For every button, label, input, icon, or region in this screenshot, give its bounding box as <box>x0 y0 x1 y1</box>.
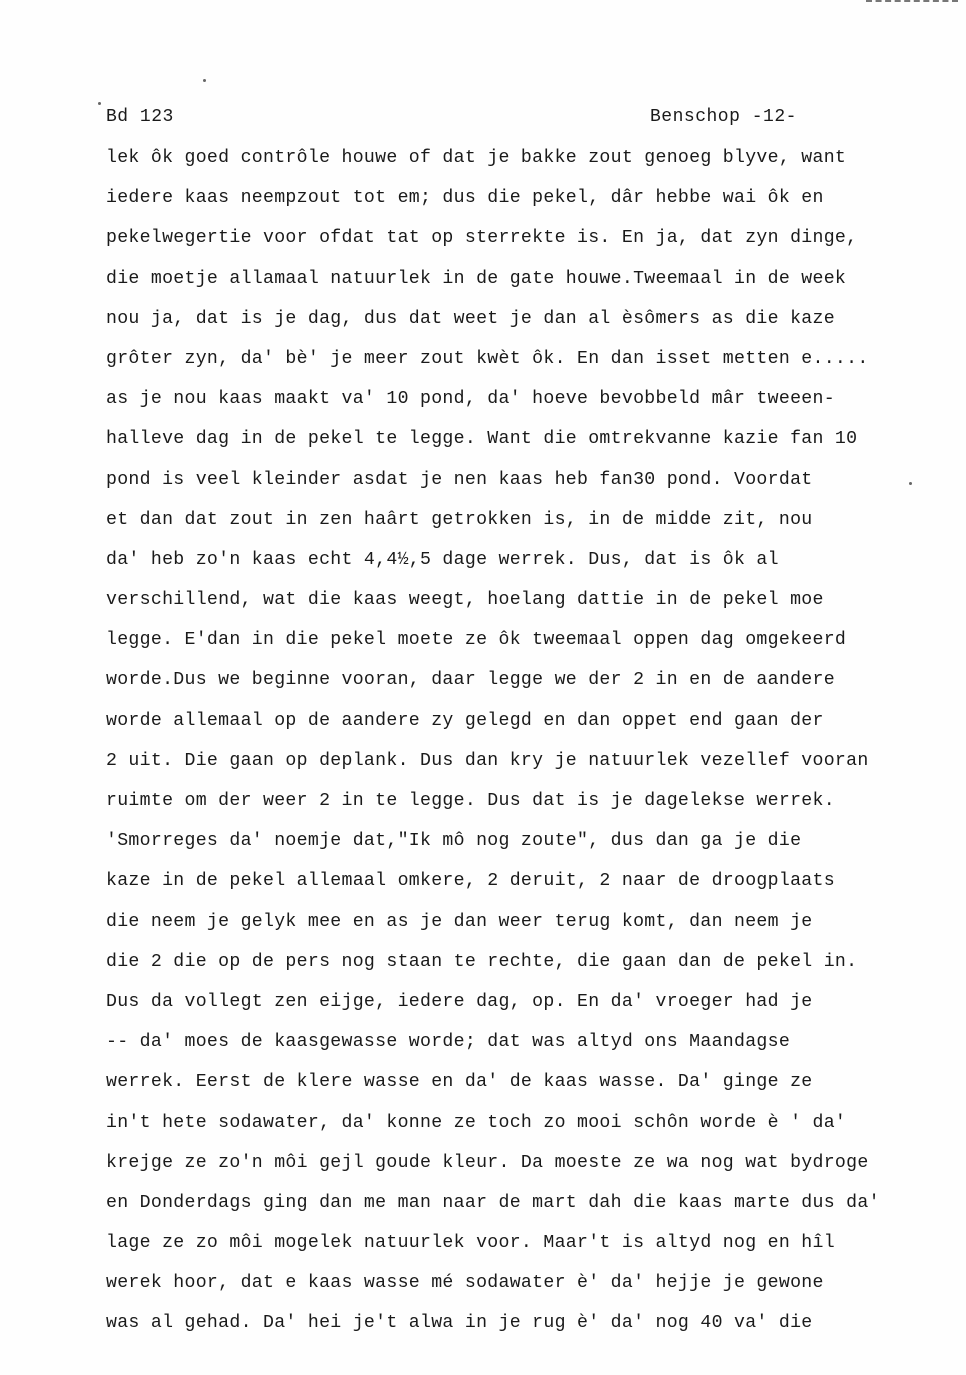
text-line: et dan dat zout in zen haârt getrokken is, in de midde zit, nou <box>106 509 813 530</box>
text-line: iedere kaas neempzout tot em; dus die pekel, dâr hebbe wai ôk en <box>106 188 824 209</box>
text-line: legge. E'dan in die pekel moete ze ôk tweemaal oppen dag omgekeerd <box>106 630 847 651</box>
text-line: in't hete sodawater, da' konne ze toch zo mooi schôn worde è ' da' <box>106 1112 847 1133</box>
text-line: die neem je gelyk mee en as je dan weer terug komt, dan neem je <box>106 911 813 932</box>
text-line: was al gehad. Da' hei je't alwa in je rug è' da' nog 40 va' die <box>106 1313 813 1334</box>
text-line: as je nou kaas maakt va' 10 pond, da' hoeve bevobbeld mâr tweeen- <box>106 389 835 410</box>
text-line: die 2 die op de pers nog staan te rechte, die gaan dan de pekel in. <box>106 951 858 972</box>
text-line: grôter zyn, da' bè' je meer zout kwèt ôk. En dan isset metten e..... <box>106 348 869 369</box>
text-line: kaze in de pekel allemaal omkere, 2 deruit, 2 naar de droogplaats <box>106 871 835 892</box>
text-line: pekelwegertie voor ofdat tat op sterrekte is. En ja, dat zyn dinge, <box>106 228 858 249</box>
text-line: werek hoor, dat e kaas wasse mé sodawater è' da' hejje je gewone <box>106 1273 824 1294</box>
text-line: lage ze zo môi mogelek natuurlek voor. Maar't is altyd nog en hîl <box>106 1233 835 1254</box>
text-line: halleve dag in de pekel te legge. Want die omtrekvanne kazie fan 10 <box>106 429 858 450</box>
corner-mark <box>866 0 958 4</box>
document-reference: Bd 123 <box>106 107 174 127</box>
text-line: worde allemaal op de aandere zy gelegd en dan oppet end gaan der <box>106 710 824 731</box>
text-line: die moetje allamaal natuurlek in de gate houwe.Tweemaal in de week <box>106 268 847 289</box>
page-heading: Benschop -12- <box>650 107 797 127</box>
margin-dot <box>203 79 206 82</box>
text-line: en Donderdags ging dan me man naar de mart dah die kaas marte dus da' <box>106 1192 880 1213</box>
text-line: Dus da vollegt zen eijge, iedere dag, op. En da' vroeger had je <box>106 991 813 1012</box>
text-line: nou ja, dat is je dag, dus dat weet je dan al èsômers as die kaze <box>106 308 835 329</box>
body-text <box>106 146 958 1352</box>
text-line: 'Smorreges da' noemje dat,"Ik mô nog zoute", dus dan ga je die <box>106 831 802 852</box>
text-line: lek ôk goed contrôle houwe of dat je bakke zout genoeg blyve, want <box>106 148 847 168</box>
text-line: da' heb zo'n kaas echt 4,4½,5 dage werrek. Dus, dat is ôk al <box>106 549 779 570</box>
text-line: werrek. Eerst de klere wasse en da' de kaas wasse. Da' ginge ze <box>106 1072 813 1093</box>
text-line: krejge ze zo'n môi gejl goude kleur. Da moeste ze wa nog wat bydroge <box>106 1152 869 1173</box>
margin-dot <box>98 102 101 105</box>
text-line: pond is veel kleinder asdat je nen kaas heb fan30 pond. Voordat <box>106 469 813 490</box>
text-line: -- da' moes de kaasgewasse worde; dat was altyd ons Maandagse <box>106 1032 791 1053</box>
text-line: 2 uit. Die gaan op deplank. Dus dan kry je natuurlek vezellef vooran <box>106 750 869 771</box>
text-line: ruimte om der weer 2 in te legge. Dus dat is je dagelekse werrek. <box>106 791 835 811</box>
text-line: worde.Dus we beginne vooran, daar legge we der 2 in en de aandere <box>106 670 835 691</box>
text-line: verschillend, wat die kaas weegt, hoelang dattie in de pekel moe <box>106 590 824 611</box>
